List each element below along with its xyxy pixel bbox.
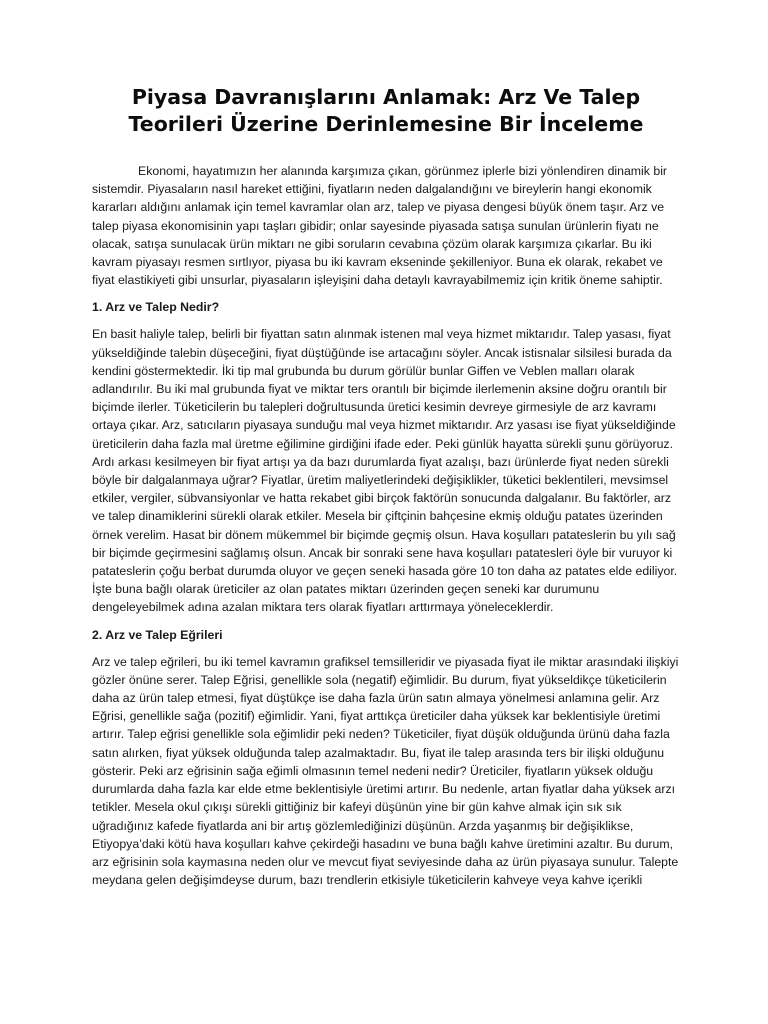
document-body: [92, 162, 680, 889]
title-line-1: Piyasa Davranışlarını Anlamak: Arz Ve Talep: [131, 85, 641, 109]
intro-paragraph: Ekonomi, hayatımızın her alanında karşımıza çıkan, görünmez iplerle bizi yönlendiren dinamik bir sistemdir. Piyasaların nasıl hareket ettiğini, fiyatların neden dalgalandığını ve bireylerin hangi ekonomik kararları aldığını anlamak için temel kavramlar olan arz, talep ve piyasa dengesi büyük önem taşır. Arz ve talep piyasa ekonomisinin yapı taşları gibidir; onlar sayesinde piyasada satışa sunulan ürünlerin fiyatı ne olacak, satışa sunulacak ürün miktarı ne gibi soruların cevabına çözüm olarak karşımıza çıkarlar. Bu iki kavram piyasayı resmen sırtlıyor, piyasa bu iki kavram ekseninde şekilleniyor. Buna ek olarak, rekabet ve fiyat elastikiyeti gibi unsurlar, piyasaların işleyişini daha detaylı kavrayabilmemiz için kritik öneme sahiptir.: [92, 164, 668, 288]
section-paragraph-1: En basit haliyle talep, belirli bir fiyattan satın alınmak istenen mal veya hizmet miktarıdır. Talep yasası, fiyat yükseldiğinde talebin düşeceğini, fiyat düştüğünde ise artacağını söyler. Ancak istisnalar silsilesi burada da kendini göstermektedir. İki tip mal grubunda bu durum görülür bunlar Giffen ve Veblen malları olarak adlandırılır. Bu iki mal grubunda fiyat ve miktar ters orantılı bir biçimde ilerlemenin aksine doğru orantılı bir biçimde ilerler. Tüketicilerin bu talepleri doğrultusunda üretici kesimin devreye girmesiyle de arz kavramı ortaya çıkar. Arz, satıcıların piyasaya sunduğu mal veya hizmet miktarıdır. Arz yasası ise fiyat yükseldiğinde üreticilerin daha fazla mal üretme eğilimine girdiğini ifade eder. Peki günlük hayatta sürekli şunu görüyoruz. Ardı arkası kesilmeyen bir fiyat artışı ya da bazı durumlarda fiyat azalışı, bazı ürünlerde fiyat neden sürekli böyle bir dalgalanmaya uğrar? Fiyatlar, üretim maliyetlerindeki değişiklikler, tüketici beklentileri, mevsimsel etkiler, vergiler, sübvansiyonlar ve hatta rekabet gibi birçok faktörün sonucunda dalgalanır. Bu faktörler, arz ve talep dinamiklerini sürekli olarak etkiler. Mesela bir çiftçinin bahçesine ekmiş olduğu patates üzerinden örnek verelim. Hasat bir dönem mükemmel bir biçimde geçmiş olsun. Hava koşulları patateslerin bu yılı sağ bir biçimde geçirmesini sağlamış olsun. Ancak bir sonraki sene hava koşulları patatesleri öyle bir vuruyor ki patateslerin çoğu berbat durumda oluyor ve geçen seneki hasada göre 10 ton daha az patates elde ediliyor. İşte buna bağlı olarak üreticiler az olan patates miktarı üzerinden geçen seneki kar durumunu dengeleyebilmek adına azalan miktara ters olarak fiyatları arttırmaya yöneleceklerdir.: [92, 327, 678, 615]
section-paragraph-2: Arz ve talep eğrileri, bu iki temel kavramın grafiksel temsilleridir ve piyasada fiyat ile miktar arasındaki ilişkiyi gözler önüne serer. Talep Eğrisi, genellikle sola (negatif) eğimlidir. Bu durum, fiyat yükseldikçe tüketicilerin daha az ürün talep etmesi, fiyat düştükçe ise daha fazla ürün satın almaya yönelmesi anlamına gelir. Arz Eğrisi, genellikle sağa (pozitif) eğimlidir. Yani, fiyat arttıkça üreticiler daha yüksek kar beklentisiyle üretimi artırır. Talep eğrisi genellikle sola eğimlidir peki neden? Tüketiciler, fiyat düşük olduğunda ürünü daha fazla satın alırken, fiyat yüksek olduğunda talep azalmaktadır. Bu, fiyat ile talep arasında ters bir ilişki olduğunu gösterir. Peki arz eğrisinin sağa eğimli olmasının temel nedeni nedir? Üreticiler, fiyatların yüksek olduğu durumlarda daha fazla kar elde etme beklentisiyle üretimi artırır. Bu nedenle, artan fiyatlar daha yüksek arzı tetikler. Mesela okul çıkışı sürekli gittiğiniz bir kafeyi düşünün yine bir gün kahve almak için sık sık uğradığınız kafede fiyatlarda ani bir artış gözlemlediğinizi düşünün. Arzda yaşanmış bir değişiklikse, Etiyopya’daki kötü hava koşulları kahve çekirdeği hasadını ve buna bağlı kahve üretimini azaltır. Bu durum, arz eğrisinin sola kaymasına neden olur ve mevcut fiyat seviyesinde daha az ürün piyasaya sunulur. Talepte meydana gelen değişimdeyse durum, bazı trendlerin etkisiyle tüketicilerin kahveye veya kahve içerikli: [92, 654, 679, 888]
title-line-2: Teorileri Üzerine Derinlemesine Bir İnceleme: [128, 112, 644, 136]
section-heading-1: 1. Arz ve Talep Nedir?: [92, 300, 220, 315]
document-title: [92, 84, 680, 138]
section-heading-2: 2. Arz ve Talep Eğrileri: [92, 627, 223, 642]
